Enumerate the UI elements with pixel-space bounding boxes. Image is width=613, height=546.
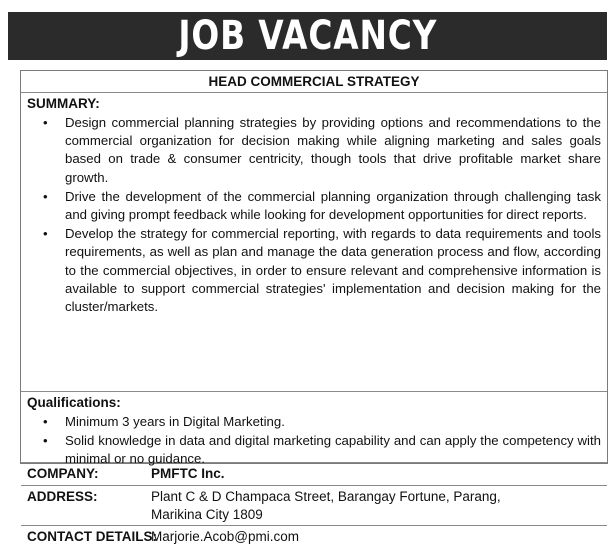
bullet-icon: • xyxy=(43,226,48,242)
company-row xyxy=(21,463,607,486)
summary-label: SUMMARY: xyxy=(27,96,100,111)
bullet-icon: • xyxy=(43,188,48,204)
contact-email[interactable]: Marjorie.Acob@pmi.com xyxy=(151,529,299,544)
company-label: COMPANY: xyxy=(27,466,99,481)
address-line-2: Marikina City 1809 xyxy=(151,507,263,522)
company-value: PMFTC Inc. xyxy=(151,466,225,481)
summary-list xyxy=(27,114,601,316)
bullet-icon: • xyxy=(43,433,48,449)
qualification-item-text: Minimum 3 years in Digital Marketing. xyxy=(65,414,285,429)
address-value xyxy=(151,488,501,524)
summary-item-text: Develop the strategy for commercial reporting, with regards to data requirements and tools requirements, as well as plan and manage the data generation process and flow, according to the commercial objectives, in order to ensure relevant and comprehensive information is available to support commercial strategies' implementation and decision making for the cluster/markets. xyxy=(65,226,601,315)
header-banner xyxy=(8,12,607,60)
vacancy-details-box xyxy=(20,70,608,544)
qualification-item xyxy=(43,413,601,431)
contact-row xyxy=(21,526,607,546)
address-label: ADDRESS: xyxy=(27,489,98,504)
position-title: HEAD COMMERCIAL STRATEGY xyxy=(21,71,607,93)
qualification-item-text: Solid knowledge in data and digital marketing capability and can apply the competency with minimal or no guidance. xyxy=(65,433,601,467)
summary-item-text: Drive the development of the commercial planning organization through challenging task and giving prompt feedback while looking for development opportunities for direct reports. xyxy=(65,188,601,223)
contact-label: CONTACT DETAILS: xyxy=(27,529,157,544)
bullet-icon: • xyxy=(43,115,48,130)
banner-title: JOB VACANCY xyxy=(178,13,437,59)
summary-item xyxy=(43,225,601,316)
qualifications-list xyxy=(27,413,601,469)
summary-section xyxy=(21,93,607,392)
summary-item xyxy=(43,188,601,224)
qualifications-section xyxy=(21,392,607,467)
bullet-icon: • xyxy=(43,414,48,429)
qualifications-label: Qualifications: xyxy=(27,395,121,410)
summary-item-text: Design commercial planning strategies by providing options and recommendations to the commercial organization for decision making while aligning marketing and sales goals based on trade & consumer centricity, though tools that drive profitable market share growth. xyxy=(65,115,601,185)
address-line-1: Plant C & D Champaca Street, Barangay Fortune, Parang, xyxy=(151,489,501,504)
address-row xyxy=(21,486,607,526)
summary-item xyxy=(43,114,601,187)
